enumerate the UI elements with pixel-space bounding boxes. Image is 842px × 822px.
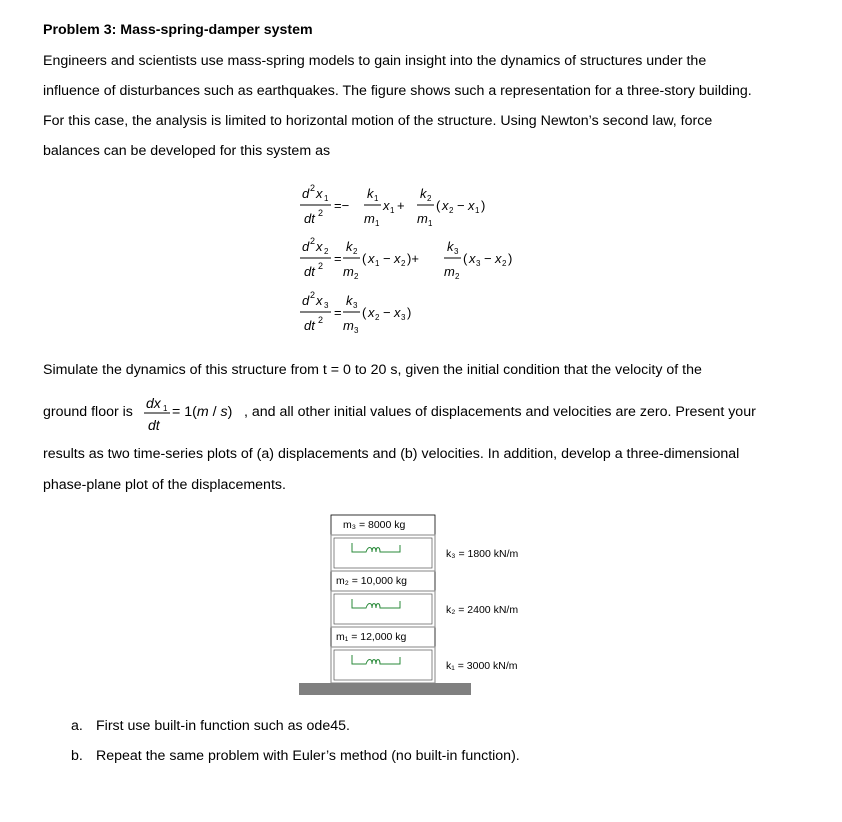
svg-text:m: m bbox=[364, 211, 375, 226]
svg-text:x: x bbox=[383, 198, 390, 213]
problem-title: Problem 3: Mass-spring-damper system bbox=[43, 22, 313, 38]
svg-text:k: k bbox=[367, 186, 374, 201]
task-b-text: Repeat the same problem with Euler’s method (no built-in function). bbox=[96, 748, 520, 764]
svg-text:2: 2 bbox=[318, 208, 324, 218]
svg-text:x: x bbox=[469, 251, 476, 266]
svg-text:x: x bbox=[316, 239, 323, 254]
svg-text:x: x bbox=[316, 186, 323, 201]
k3-label: k₃ = 1800 kN/m bbox=[446, 548, 519, 560]
svg-text:2: 2 bbox=[449, 206, 454, 215]
spring-2-icon bbox=[352, 599, 400, 608]
svg-text:1: 1 bbox=[428, 219, 433, 228]
svg-text:−: − bbox=[383, 305, 391, 320]
svg-text:): ) bbox=[407, 305, 412, 320]
svg-text:x: x bbox=[394, 251, 401, 266]
equation-2 bbox=[300, 236, 512, 281]
spring-1-icon bbox=[352, 655, 400, 664]
svg-text:2: 2 bbox=[318, 261, 324, 271]
svg-text:2: 2 bbox=[401, 259, 406, 268]
svg-text:−: − bbox=[383, 251, 391, 266]
svg-text:m: m bbox=[343, 264, 354, 279]
svg-text:k: k bbox=[346, 239, 353, 254]
svg-text:dt: dt bbox=[148, 417, 160, 433]
intro-line-2: influence of disturbances such as earthquakes. The figure shows such a representation for a three-story building. bbox=[43, 83, 752, 99]
svg-text:2: 2 bbox=[354, 272, 359, 281]
equation-3 bbox=[300, 290, 411, 335]
svg-text:+: + bbox=[397, 198, 405, 213]
svg-text:m: m bbox=[343, 318, 354, 333]
svg-text:x: x bbox=[495, 251, 502, 266]
svg-text:3: 3 bbox=[454, 247, 459, 256]
svg-text:3: 3 bbox=[476, 259, 481, 268]
svg-text:2: 2 bbox=[310, 290, 316, 300]
svg-text:2: 2 bbox=[353, 247, 358, 256]
intro-line-4: balances can be developed for this system as bbox=[43, 143, 331, 159]
svg-text:=−: =− bbox=[334, 198, 350, 213]
svg-text:2: 2 bbox=[310, 236, 316, 246]
svg-text:1: 1 bbox=[324, 194, 329, 203]
svg-text:d: d bbox=[302, 239, 310, 254]
svg-text:1: 1 bbox=[374, 194, 379, 203]
svg-text:2: 2 bbox=[502, 259, 507, 268]
mass-2-label: m₂ = 10,000 kg bbox=[336, 575, 407, 587]
svg-text:x: x bbox=[316, 293, 323, 308]
svg-text:x: x bbox=[442, 198, 449, 213]
svg-text:k: k bbox=[447, 239, 454, 254]
task-a-text: First use built-in function such as ode45. bbox=[96, 718, 350, 734]
svg-text:1: 1 bbox=[475, 206, 480, 215]
svg-text:2: 2 bbox=[318, 315, 324, 325]
sim-line-2-pre: ground floor is bbox=[43, 404, 133, 420]
svg-text:k: k bbox=[420, 186, 427, 201]
svg-text:m: m bbox=[417, 211, 428, 226]
svg-text:(: ( bbox=[463, 251, 468, 266]
task-a-marker: a. bbox=[71, 718, 83, 734]
mass-3-slab bbox=[331, 515, 435, 535]
svg-text:): ) bbox=[481, 198, 486, 213]
mass-1-label: m₁ = 12,000 kg bbox=[336, 631, 407, 643]
svg-text:d: d bbox=[302, 293, 310, 308]
mass-1-slab bbox=[331, 627, 435, 647]
spring-3-icon bbox=[352, 543, 400, 552]
k2-label: k₂ = 2400 kN/m bbox=[446, 604, 519, 616]
svg-text:3: 3 bbox=[324, 301, 329, 310]
equation-1 bbox=[300, 183, 485, 228]
mass-2-slab bbox=[331, 571, 435, 591]
sim-line-3: results as two time-series plots of (a) displacements and (b) velocities. In addition, develop a three-dimensional bbox=[43, 446, 740, 462]
svg-text:dt: dt bbox=[304, 211, 315, 226]
svg-text:dt: dt bbox=[304, 318, 315, 333]
svg-text:1: 1 bbox=[375, 259, 380, 268]
svg-text:1: 1 bbox=[163, 404, 168, 413]
svg-text:m: m bbox=[444, 264, 455, 279]
ground-base bbox=[299, 683, 471, 695]
svg-text:2: 2 bbox=[375, 313, 380, 322]
sim-line-1: Simulate the dynamics of this structure from t = 0 to 20 s, given the initial condition that the velocity of the bbox=[43, 362, 702, 378]
sim-line-4: phase-plane plot of the displacements. bbox=[43, 477, 286, 493]
svg-text:3: 3 bbox=[353, 301, 358, 310]
svg-text:1: 1 bbox=[375, 219, 380, 228]
intro-line-3: For this case, the analysis is limited to horizontal motion of the structure. Using Newton’s second law, force bbox=[43, 113, 713, 129]
svg-text:2: 2 bbox=[455, 272, 460, 281]
task-b-marker: b. bbox=[71, 748, 83, 764]
svg-text:d: d bbox=[302, 186, 310, 201]
svg-text:k: k bbox=[346, 293, 353, 308]
svg-text:)+: )+ bbox=[407, 251, 419, 266]
svg-text:(: ( bbox=[362, 305, 367, 320]
svg-text:dx: dx bbox=[146, 395, 161, 411]
svg-text:x: x bbox=[368, 305, 375, 320]
svg-text:x: x bbox=[368, 251, 375, 266]
svg-text:2: 2 bbox=[427, 194, 432, 203]
svg-text:3: 3 bbox=[354, 326, 359, 335]
svg-text:2: 2 bbox=[324, 247, 329, 256]
svg-text:(: ( bbox=[436, 198, 441, 213]
svg-text:=: = bbox=[334, 305, 342, 320]
svg-text:x: x bbox=[394, 305, 401, 320]
svg-text:3: 3 bbox=[401, 313, 406, 322]
dx1-dt-fraction bbox=[144, 395, 170, 433]
k1-label: k₁ = 3000 kN/m bbox=[446, 660, 518, 672]
velocity-condition: = 1(m / s) bbox=[172, 404, 233, 420]
svg-text:x: x bbox=[468, 198, 475, 213]
mass-3-label: m₃ = 8000 kg bbox=[343, 519, 406, 531]
intro-line-1: Engineers and scientists use mass-spring models to gain insight into the dynamics of structures under the bbox=[43, 53, 707, 69]
svg-text:−: − bbox=[484, 251, 492, 266]
svg-text:dt: dt bbox=[304, 264, 315, 279]
svg-text:1: 1 bbox=[390, 206, 395, 215]
svg-text:=: = bbox=[334, 251, 342, 266]
svg-text:2: 2 bbox=[310, 183, 316, 193]
svg-text:(: ( bbox=[362, 251, 367, 266]
sim-line-2-post: , and all other initial values of displacements and velocities are zero. Present your bbox=[244, 404, 756, 420]
svg-text:−: − bbox=[457, 198, 465, 213]
svg-text:): ) bbox=[508, 251, 513, 266]
